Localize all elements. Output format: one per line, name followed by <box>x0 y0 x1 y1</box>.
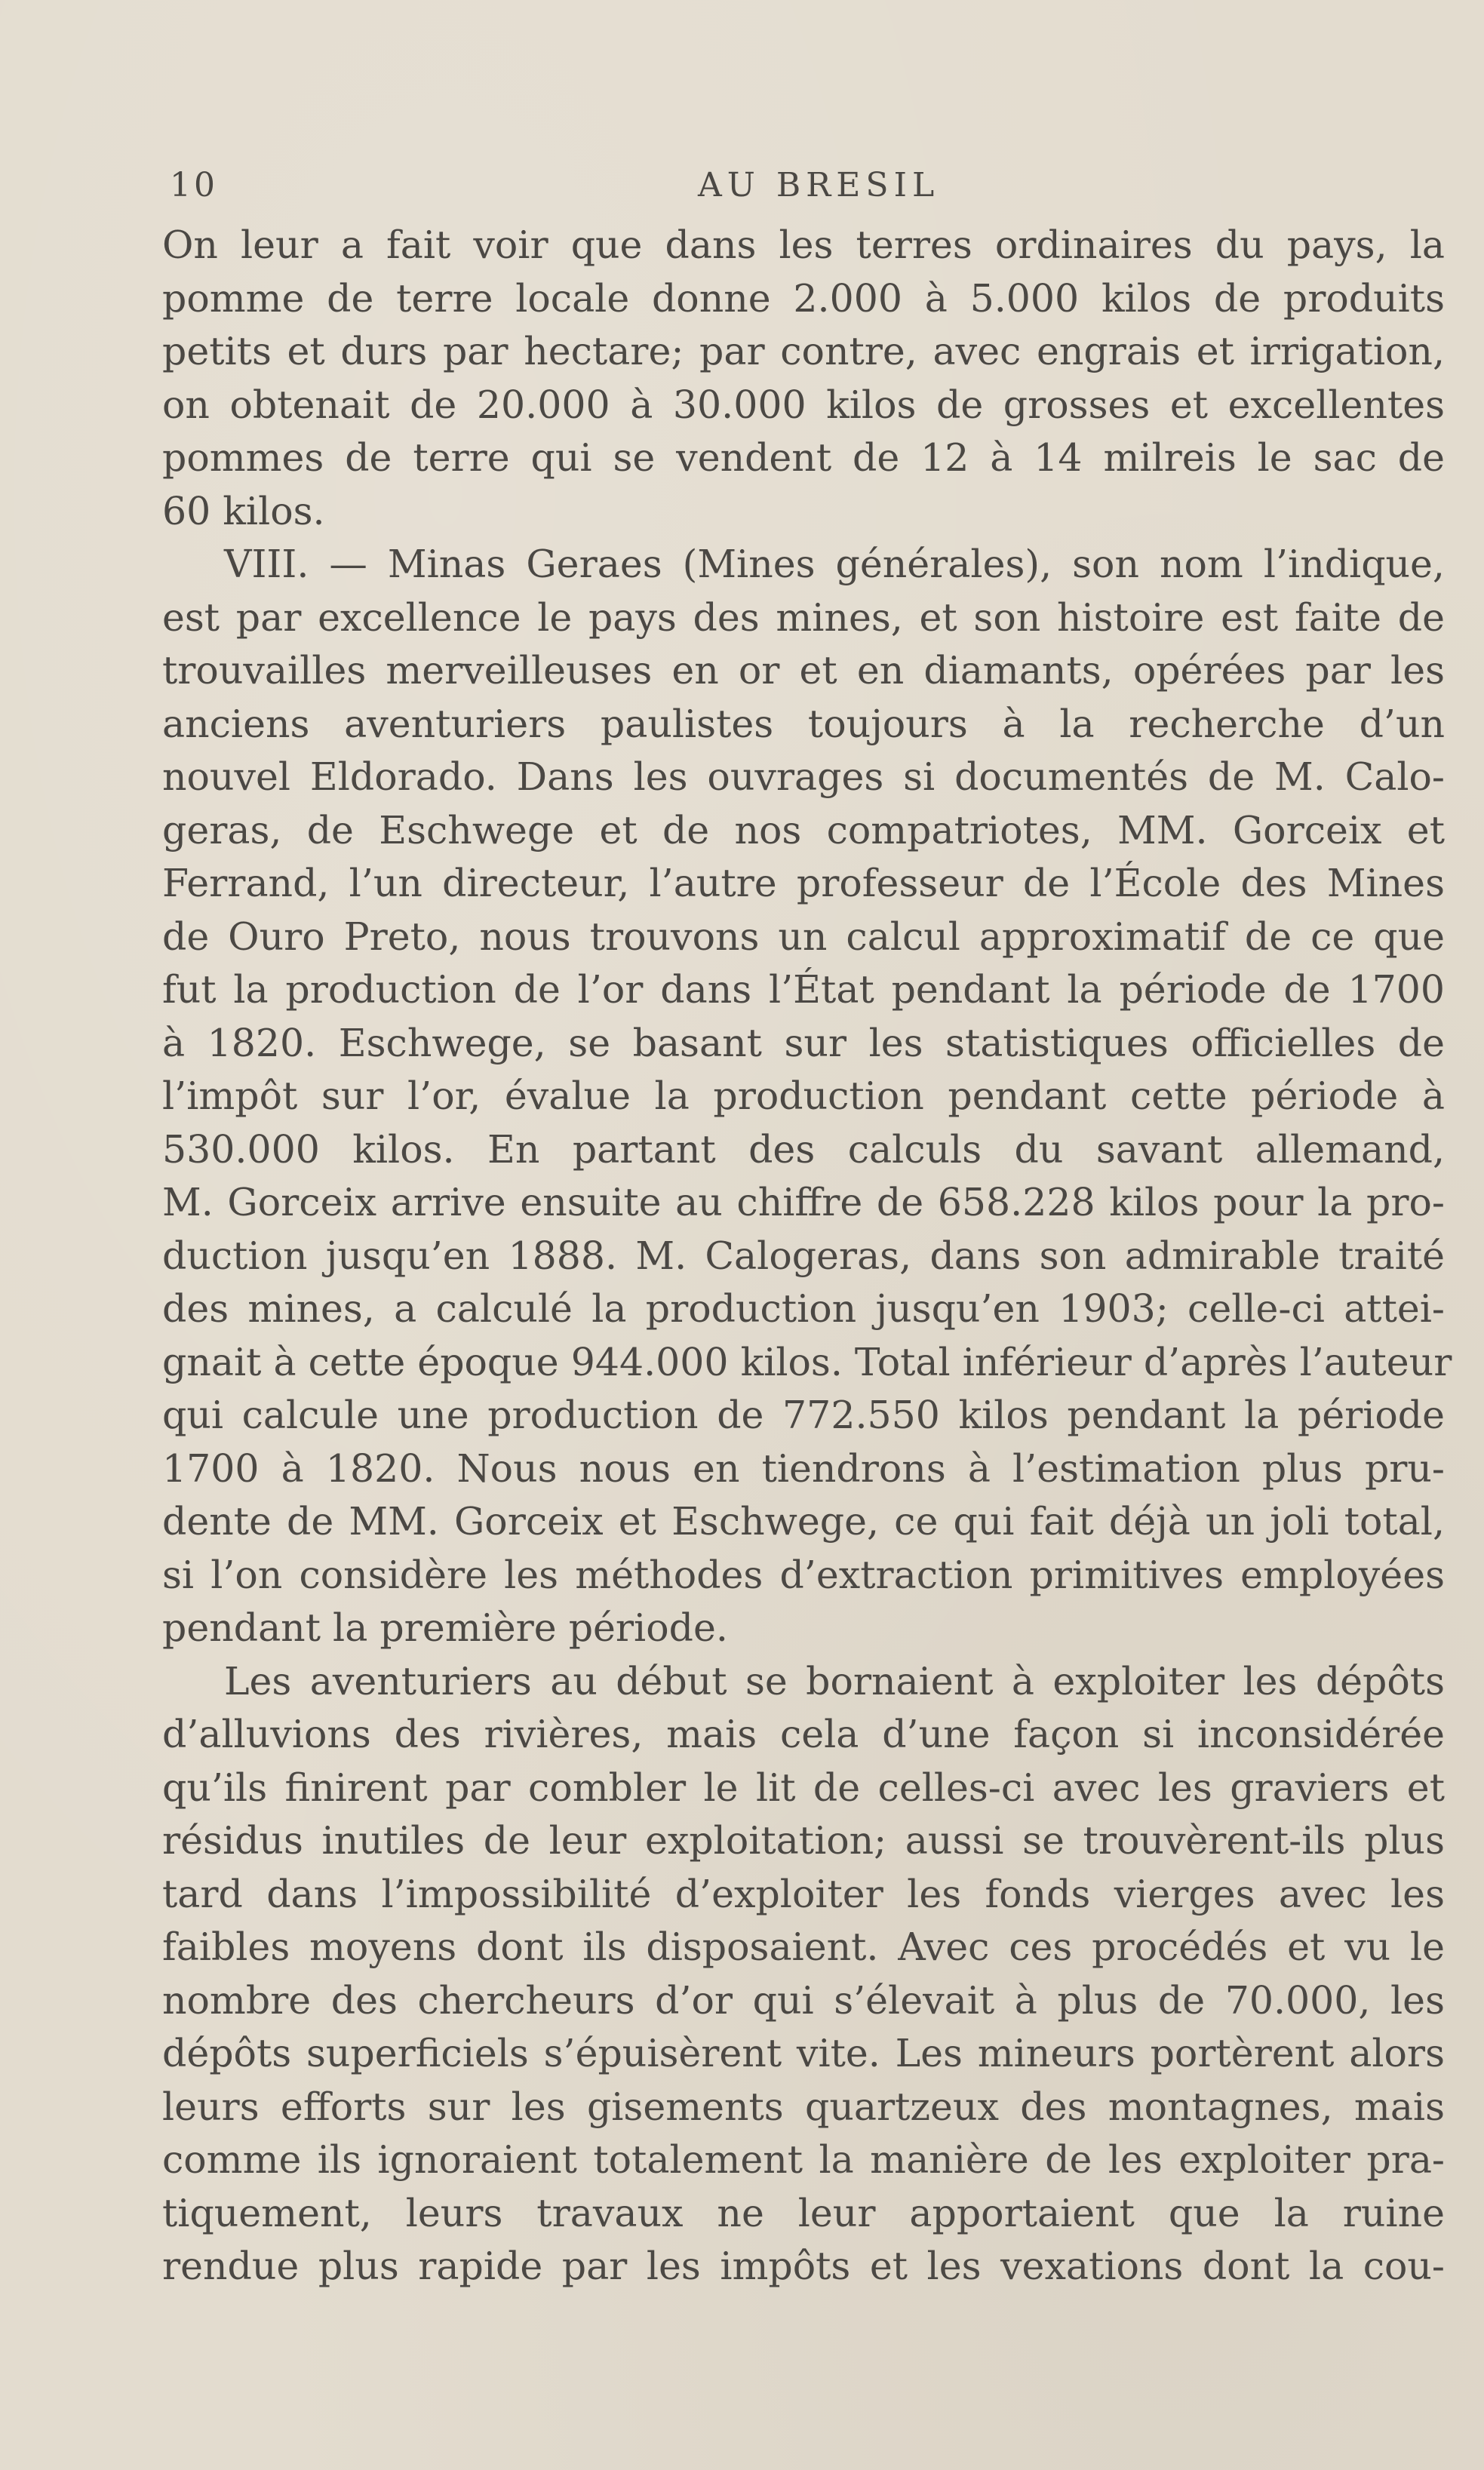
text-line: M. Gorceix arrive ensuite au chiffre de 658.228 kilos pour la pro- <box>162 1180 1445 1224</box>
page-header <box>170 151 1452 204</box>
text-line: dente de MM. Gorceix et Eschwege, ce qui fait déjà un joli total, <box>162 1499 1445 1544</box>
text-line: geras, de Eschwege et de nos compatriotes, MM. Gorceix et <box>162 807 1445 853</box>
text-line: dépôts superficiels s’épuisèrent vite. Les mineurs portèrent alors <box>162 2031 1445 2075</box>
body-text <box>162 219 1452 2293</box>
text-line: nombre des chercheurs d’or qui s’élevait à plus de 70.000, les <box>162 1977 1445 2023</box>
text-line: leurs efforts sur les gisements quartzeux des montagnes, mais <box>162 2084 1445 2129</box>
text-line: trouvailles merveilleuses en or et en diamants, opérées par les <box>162 648 1445 693</box>
text-line: On leur a fait voir que dans les terres ordinaires du pays, la <box>162 223 1445 267</box>
text-line: pendant la première période. <box>162 1605 728 1650</box>
running-head: AU BRESIL <box>698 166 940 204</box>
text-line: gnait à cette époque 944.000 kilos. Total inférieur d’après l’auteur <box>162 1339 1452 1384</box>
text-line: des mines, a calculé la production jusqu’en 1903; celle-ci attei- <box>162 1286 1445 1331</box>
page-number: 10 <box>170 166 218 204</box>
text-line: d’alluvions des rivières, mais cela d’une façon si inconsidérée <box>162 1712 1445 1756</box>
text-line: on obtenait de 20.000 à 30.000 kilos de grosses et excellentes <box>162 382 1445 427</box>
text-line: qui calcule une production de 772.550 kilos pendant la période <box>162 1393 1445 1437</box>
text-line: à 1820. Eschwege, se basant sur les statistiques officielles de <box>162 1020 1445 1065</box>
text-line: anciens aventuriers paulistes toujours à la recherche d’un <box>162 701 1445 746</box>
text-line: comme ils ignoraient totalement la manière de les exploiter pra- <box>162 2137 1445 2182</box>
text-line: 530.000 kilos. En partant des calculs du savant allemand, <box>162 1126 1445 1172</box>
text-line: 60 kilos. <box>162 488 325 533</box>
text-line: VIII. — Minas Geraes (Mines générales), son nom l’indique, <box>224 542 1445 586</box>
text-line: qu’ils finirent par combler le lit de celles-ci avec les graviers et <box>162 1765 1445 1810</box>
text-line: Ferrand, l’un directeur, l’autre professeur de l’École des Mines <box>162 861 1445 905</box>
text-line: tard dans l’impossibilité d’exploiter les fonds vierges avec les <box>162 1871 1445 1916</box>
text-line: si l’on considère les méthodes d’extraction primitives employées <box>162 1552 1445 1597</box>
text-line: petits et durs par hectare; par contre, avec engrais et irrigation, <box>162 329 1445 373</box>
text-line: fut la production de l’or dans l’État pendant la période de 1700 <box>162 967 1445 1012</box>
text-line: l’impôt sur l’or, évalue la production pendant cette période à <box>162 1074 1445 1118</box>
text-line: de Ouro Preto, nous trouvons un calcul approximatif de ce que <box>162 914 1445 959</box>
text-line: est par excellence le pays des mines, et son histoire est faite de <box>162 594 1445 640</box>
text-line: faibles moyens dont ils disposaient. Avec ces procédés et vu le <box>162 1925 1445 1969</box>
text-line: 1700 à 1820. Nous nous en tiendrons à l’estimation plus pru- <box>162 1445 1445 1491</box>
text-line: rendue plus rapide par les impôts et les vexations dont la cou- <box>162 2244 1445 2288</box>
text-line: nouvel Eldorado. Dans les ouvrages si documentés de M. Calo- <box>162 754 1445 799</box>
text-line: pommes de terre qui se vendent de 12 à 14 milreis le sac de <box>162 435 1445 480</box>
text-line: pomme de terre locale donne 2.000 à 5.000 kilos de produits <box>162 275 1445 321</box>
text-line: Les aventuriers au début se bornaient à exploiter les dépôts <box>224 1658 1445 1704</box>
text-line: tiquement, leurs travaux ne leur apportaient que la ruine <box>162 2190 1445 2235</box>
text-line: duction jusqu’en 1888. M. Calogeras, dans son admirable traité <box>162 1233 1445 1278</box>
text-line: résidus inutiles de leur exploitation; aussi se trouvèrent-ils plus <box>162 1818 1445 1863</box>
